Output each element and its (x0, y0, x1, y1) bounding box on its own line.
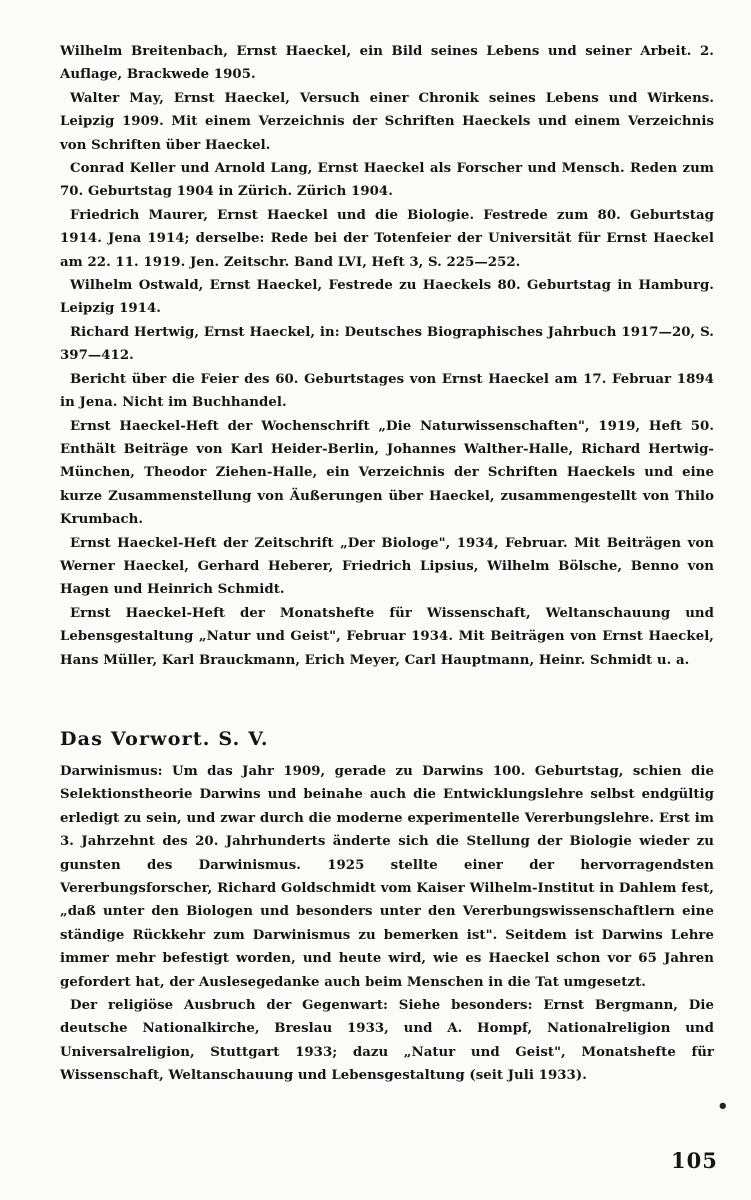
bibliography-entry: Friedrich Maurer, Ernst Haeckel und die Biologie. Festrede zum 80. Geburtstag 1914. Jena 1914; derselbe: Rede bei der Totenfeier der Universität für Ernst Haeckel am 22. 11. 1919. Jen. Zeitschr. Band LVI, Heft 3, S. 225—252. (60, 207, 714, 270)
bibliography-entry: Ernst Haeckel-Heft der Zeitschrift „Der Biologe", 1934, Februar. Mit Beiträgen von Werner Haeckel, Gerhard Heberer, Friedrich Lipsius, Wilhelm Bölsche, Benno von Hagen und Heinrich Schmidt. (60, 535, 714, 598)
bibliography-entry: Walter May, Ernst Haeckel, Versuch einer Chronik seines Lebens und Wirkens. Leipzig 1909. Mit einem Verzeichnis der Schriften Haeckels und einem Verzeichnis von Schriften über Haeckel. (60, 90, 714, 153)
bibliography-entry: Ernst Haeckel-Heft der Wochenschrift „Die Naturwissenschaften", 1919, Heft 50. Enthält Beiträge von Karl Heider-Berlin, Johannes Walther-Halle, Richard Hertwig-München, Theodor Ziehen-Halle, ein Verzeichnis der Schriften Haeckels und eine kurze Zusammenstellung von Äußerungen über Haeckel, zusammengestellt von Thilo Krumbach. (60, 418, 714, 528)
stray-ink-mark: • (717, 1096, 729, 1117)
section-heading: Das Vorwort. S. V. (60, 728, 269, 750)
bibliography-entry: Wilhelm Ostwald, Ernst Haeckel, Festrede zu Haeckels 80. Geburtstag in Hamburg. Leipzig 1914. (60, 278, 714, 317)
note-paragraph: Der religiöse Ausbruch der Gegenwart: Siehe besonders: Ernst Bergmann, Die deutsche Nationalkirche, Breslau 1933, und A. Hompf, Nationalreligion und Universalreligion, Stuttgart 1933; dazu „Natur und Geist", Monatshefte für Wissenschaft, Weltanschauung und Lebensgestaltung (seit Juli 1933). (60, 998, 714, 1084)
bibliography-entry: Wilhelm Breitenbach, Ernst Haeckel, ein Bild seines Lebens und seiner Arbeit. 2. Auflage, Brackwede 1905. (60, 44, 714, 83)
page-number: 105 (671, 1148, 718, 1173)
bibliography-entry: Ernst Haeckel-Heft der Monatshefte für Wissenschaft, Weltanschauung und Lebensgestaltung „Natur und Geist", Februar 1934. Mit Beiträgen von Ernst Haeckel, Hans Müller, Karl Brauckmann, Erich Meyer, Carl Hauptmann, Heinr. Schmidt u. a. (60, 605, 714, 668)
bibliography-entry: Bericht über die Feier des 60. Geburtstages von Ernst Haeckel am 17. Februar 1894 in Jena. Nicht im Buchhandel. (60, 371, 714, 411)
bibliography-list (60, 40, 714, 672)
note-paragraph: Darwinismus: Um das Jahr 1909, gerade zu Darwins 100. Geburtstag, schien die Selektionstheorie Darwins und beinahe auch die Entwicklungslehre selbst endgültig erledigt zu sein, und zwar durch die moderne experimentelle Vererbungslehre. Erst im 3. Jahrzehnt des 20. Jahrhunderts änderte sich die Stellung der Biologie wieder zu gunsten des Darwinismus. 1925 stellte einer der hervorragendsten Vererbungsforscher, Richard Goldschmidt vom Kaiser Wilhelm-Institut in Dahlem fest, „daß unter den Biologen und besonders unter den Vererbungswissenschaftlern eine ständige Rückkehr zum Darwinismus zu bemerken ist". Seitdem ist Darwins Lehre immer mehr befestigt worden, und heute wird, wie es Haeckel schon vor 65 Jahren gefordert hat, der Auslesegedanke auch beim Menschen in die Tat umgesetzt. (60, 764, 714, 990)
bibliography-entry: Richard Hertwig, Ernst Haeckel, in: Deutsches Biographisches Jahrbuch 1917—20, S. 397—412. (60, 324, 714, 364)
section-notes (60, 760, 714, 1088)
bibliography-entry: Conrad Keller und Arnold Lang, Ernst Haeckel als Forscher und Mensch. Reden zum 70. Geburtstag 1904 in Zürich. Zürich 1904. (60, 161, 714, 200)
